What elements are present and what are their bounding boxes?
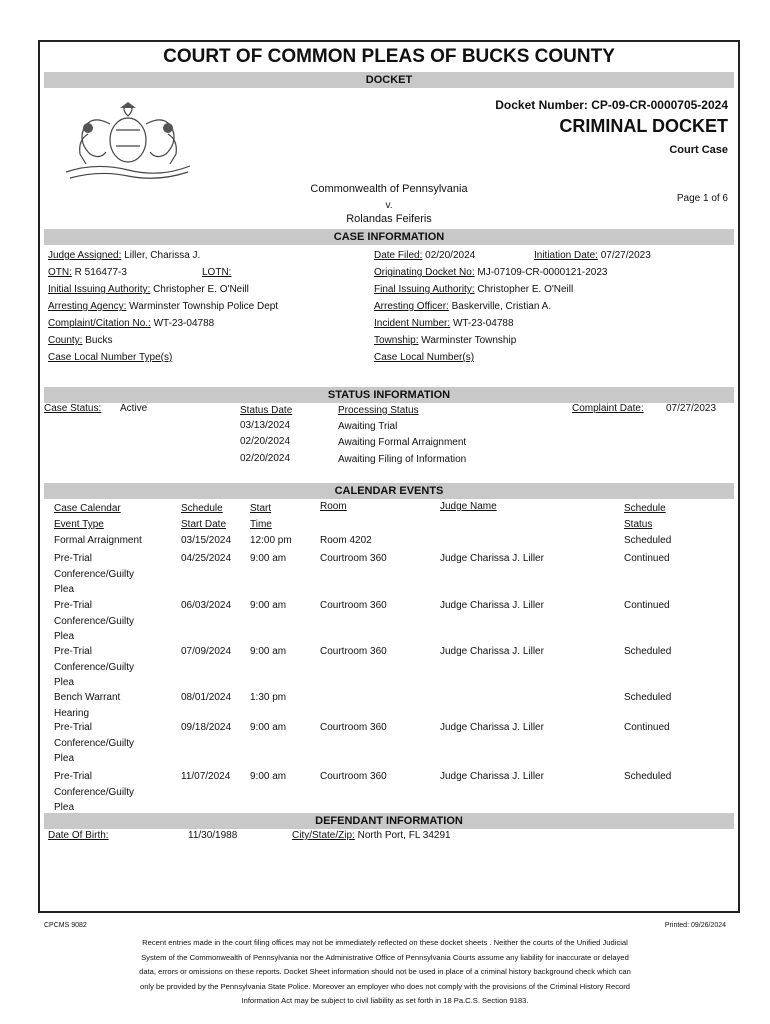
status-information-header: STATUS INFORMATION (44, 387, 734, 403)
schedule-status: Continued (624, 600, 670, 611)
township-value: Warminster Township (421, 335, 517, 346)
schedule-date: 08/01/2024 (181, 692, 232, 703)
status-row-status: Awaiting Filing of Information (338, 454, 467, 465)
calendar-events-header: CALENDAR EVENTS (44, 483, 734, 499)
initial-authority-label: Initial Issuing Authority: (48, 284, 151, 295)
event-type-line: Conference/Guilty (54, 737, 135, 749)
originating-docket-label: Originating Docket No: (374, 267, 475, 278)
county-value: Bucks (85, 335, 113, 346)
room: Courtroom 360 (320, 722, 387, 733)
event-type (54, 533, 142, 549)
status-row-date: 02/20/2024 (240, 436, 291, 447)
start-time: 9:00 am (250, 646, 287, 657)
schedule-status: Scheduled (624, 646, 672, 657)
event-type (54, 551, 134, 598)
status-row-status: Awaiting Trial (338, 421, 398, 432)
event-type-line: Bench Warrant (54, 692, 121, 703)
event-type-line: Conference/Guilty (54, 661, 135, 673)
schedule-status: Scheduled (624, 535, 672, 546)
status-row-status: Awaiting Formal Arraignment (338, 437, 467, 448)
dob-value: 11/30/1988 (188, 830, 238, 841)
event-type-line: Plea (54, 631, 75, 642)
court-title: COURT OF COMMON PLEAS OF BUCKS COUNTY (163, 46, 615, 67)
final-authority-label: Final Issuing Authority: (374, 284, 475, 295)
printed-date: Printed: 09/26/2024 (664, 922, 726, 929)
disclaimer (80, 936, 690, 1009)
col-room-header: Room (320, 501, 347, 512)
arresting-agency-value: Warminster Township Police Dept (129, 301, 279, 312)
event-type-line: Pre-Trial (54, 553, 92, 564)
event-type-line: Conference/Guilty (54, 615, 135, 627)
start-time: 1:30 pm (250, 692, 287, 703)
case-information-header: CASE INFORMATION (44, 229, 734, 245)
disclaimer-line: System of the Commonwealth of Pennsylvania nor the Administrative Office of Pennsylvania Courts assume any liability for inaccurate or delayed (141, 952, 629, 962)
schedule-status: Scheduled (624, 771, 672, 782)
initial-authority-value: Christopher E. O'Neill (153, 284, 249, 295)
start-time: 9:00 am (250, 722, 287, 733)
event-type (54, 769, 134, 816)
event-type-line: Pre-Trial (54, 722, 92, 733)
caption-defendant: Rolandas Feiferis (346, 213, 432, 225)
schedule-date: 06/03/2024 (181, 600, 232, 611)
event-type-line: Conference/Guilty (54, 786, 135, 798)
col-start-time-header: Start Time (250, 503, 272, 530)
complaint-number-label: Complaint/Citation No.: (48, 318, 151, 329)
docket-bar: DOCKET (44, 72, 734, 88)
complaint-date-label: Complaint Date: (572, 403, 644, 414)
room: Courtroom 360 (320, 600, 387, 611)
event-type-line: Plea (54, 584, 75, 595)
room: Courtroom 360 (320, 646, 387, 657)
case-status-value: Active (120, 403, 148, 414)
event-type-line: Pre-Trial (54, 600, 92, 611)
dob-label: Date Of Birth: (48, 830, 109, 841)
event-type-line: Pre-Trial (54, 771, 92, 782)
event-type-line: Conference/Guilty (54, 568, 135, 580)
start-time: 9:00 am (250, 553, 287, 564)
col-event-type-header: Case Calendar Event Type (54, 503, 121, 530)
schedule-status: Scheduled (624, 692, 672, 703)
docket-type: CRIMINAL DOCKET (559, 116, 728, 136)
initiation-date-value: 07/27/2023 (600, 250, 651, 261)
event-type-line: Plea (54, 677, 75, 688)
docket-page (38, 40, 740, 913)
complaint-number-value: WT-23-04788 (153, 318, 215, 329)
judge-name: Judge Charissa J. Liller (440, 553, 544, 564)
county-label: County: (48, 335, 83, 346)
event-type (54, 690, 120, 721)
schedule-status: Continued (624, 553, 670, 564)
disclaimer-line: Recent entries made in the court filing offices may not be immediately reflected on these docket sheets . Neither the courts of the Unified Judicial (142, 938, 628, 947)
event-type (54, 720, 134, 767)
event-type (54, 598, 134, 645)
schedule-date: 07/09/2024 (181, 646, 232, 657)
caption-versus: v. (385, 200, 393, 211)
schedule-date: 04/25/2024 (181, 553, 232, 564)
arresting-officer-value: Baskerville, Cristian A. (451, 301, 552, 312)
event-type-line: Formal Arraignment (54, 535, 142, 546)
status-date-label: Status Date (240, 405, 293, 416)
case-kind: Court Case (669, 144, 728, 156)
status-row-date: 02/20/2024 (240, 453, 291, 464)
caption-plaintiff: Commonwealth of Pennsylvania (310, 183, 468, 195)
page-info: Page 1 of 6 (676, 193, 728, 204)
start-time: 12:00 pm (250, 535, 292, 546)
otn-value: R 516477-3 (74, 267, 127, 278)
otn-label: OTN: (48, 267, 72, 278)
case-local-number-type-label: Case Local Number Type(s) (48, 352, 173, 363)
township-label: Township: (374, 335, 419, 346)
event-type (54, 644, 134, 691)
final-authority-value: Christopher E. O'Neill (477, 284, 574, 295)
incident-number-label: Incident Number: (374, 318, 451, 329)
start-time: 9:00 am (250, 771, 287, 782)
col-judge-header: Judge Name (440, 501, 497, 512)
case-status-label: Case Status: (44, 403, 102, 414)
city-state-zip-label: City/State/Zip: (292, 830, 355, 841)
schedule-date: 09/18/2024 (181, 722, 232, 733)
processing-status-label: Processing Status (338, 405, 419, 416)
judge-name: Judge Charissa J. Liller (440, 722, 544, 733)
date-filed-label: Date Filed: (374, 250, 423, 261)
incident-number-value: WT-23-04788 (452, 318, 514, 329)
room: Courtroom 360 (320, 771, 387, 782)
complaint-date-value: 07/27/2023 (666, 403, 717, 414)
judge-name: Judge Charissa J. Liller (440, 771, 544, 782)
col-schedule-status-header: Schedule Status (624, 503, 666, 530)
event-type-line: Pre-Trial (54, 646, 92, 657)
case-local-number-label: Case Local Number(s) (374, 352, 475, 363)
event-type-line: Plea (54, 802, 75, 813)
status-row-date: 03/13/2024 (240, 420, 291, 431)
arresting-officer-label: Arresting Officer: (374, 301, 449, 312)
judge-name: Judge Charissa J. Liller (440, 600, 544, 611)
schedule-date: 03/15/2024 (181, 535, 232, 546)
judge-value: Liller, Charissa J. (124, 250, 201, 261)
originating-docket-value: MJ-07109-CR-0000121-2023 (477, 267, 608, 278)
arresting-agency-label: Arresting Agency: (48, 301, 127, 312)
event-type-line: Plea (54, 753, 75, 764)
pennsylvania-seal-icon (58, 94, 198, 182)
schedule-status: Continued (624, 722, 670, 733)
schedule-date: 11/07/2024 (181, 771, 231, 782)
lotn-label: LOTN: (202, 267, 232, 278)
col-schedule-date-header: Schedule Start Date (181, 503, 227, 530)
initiation-date-label: Initiation Date: (534, 250, 598, 261)
disclaimer-line: Information Act may be subject to civil liability as set forth in 18 Pa.C.S. Section 9183. (241, 996, 529, 1006)
city-state-zip-value: North Port, FL 34291 (357, 830, 451, 841)
disclaimer-line: data, errors or omissions on these reports. Docket Sheet information should not be used in place of a criminal history background check which can (139, 967, 631, 977)
start-time: 9:00 am (250, 600, 287, 611)
judge-name: Judge Charissa J. Liller (440, 646, 544, 657)
room: Courtroom 360 (320, 553, 387, 564)
form-id: CPCMS 9082 (44, 922, 87, 929)
date-filed-value: 02/20/2024 (425, 250, 476, 261)
event-type-line: Hearing (54, 707, 90, 719)
defendant-information-header: DEFENDANT INFORMATION (44, 813, 734, 829)
docket-number: Docket Number: CP-09-CR-0000705-2024 (495, 98, 728, 112)
disclaimer-line: only be provided by the Pennsylvania State Police. Moreover an employer who does not comply with the provisions of the Criminal History Record (139, 981, 631, 991)
judge-label: Judge Assigned: (48, 250, 122, 261)
room: Room 4202 (320, 535, 372, 546)
